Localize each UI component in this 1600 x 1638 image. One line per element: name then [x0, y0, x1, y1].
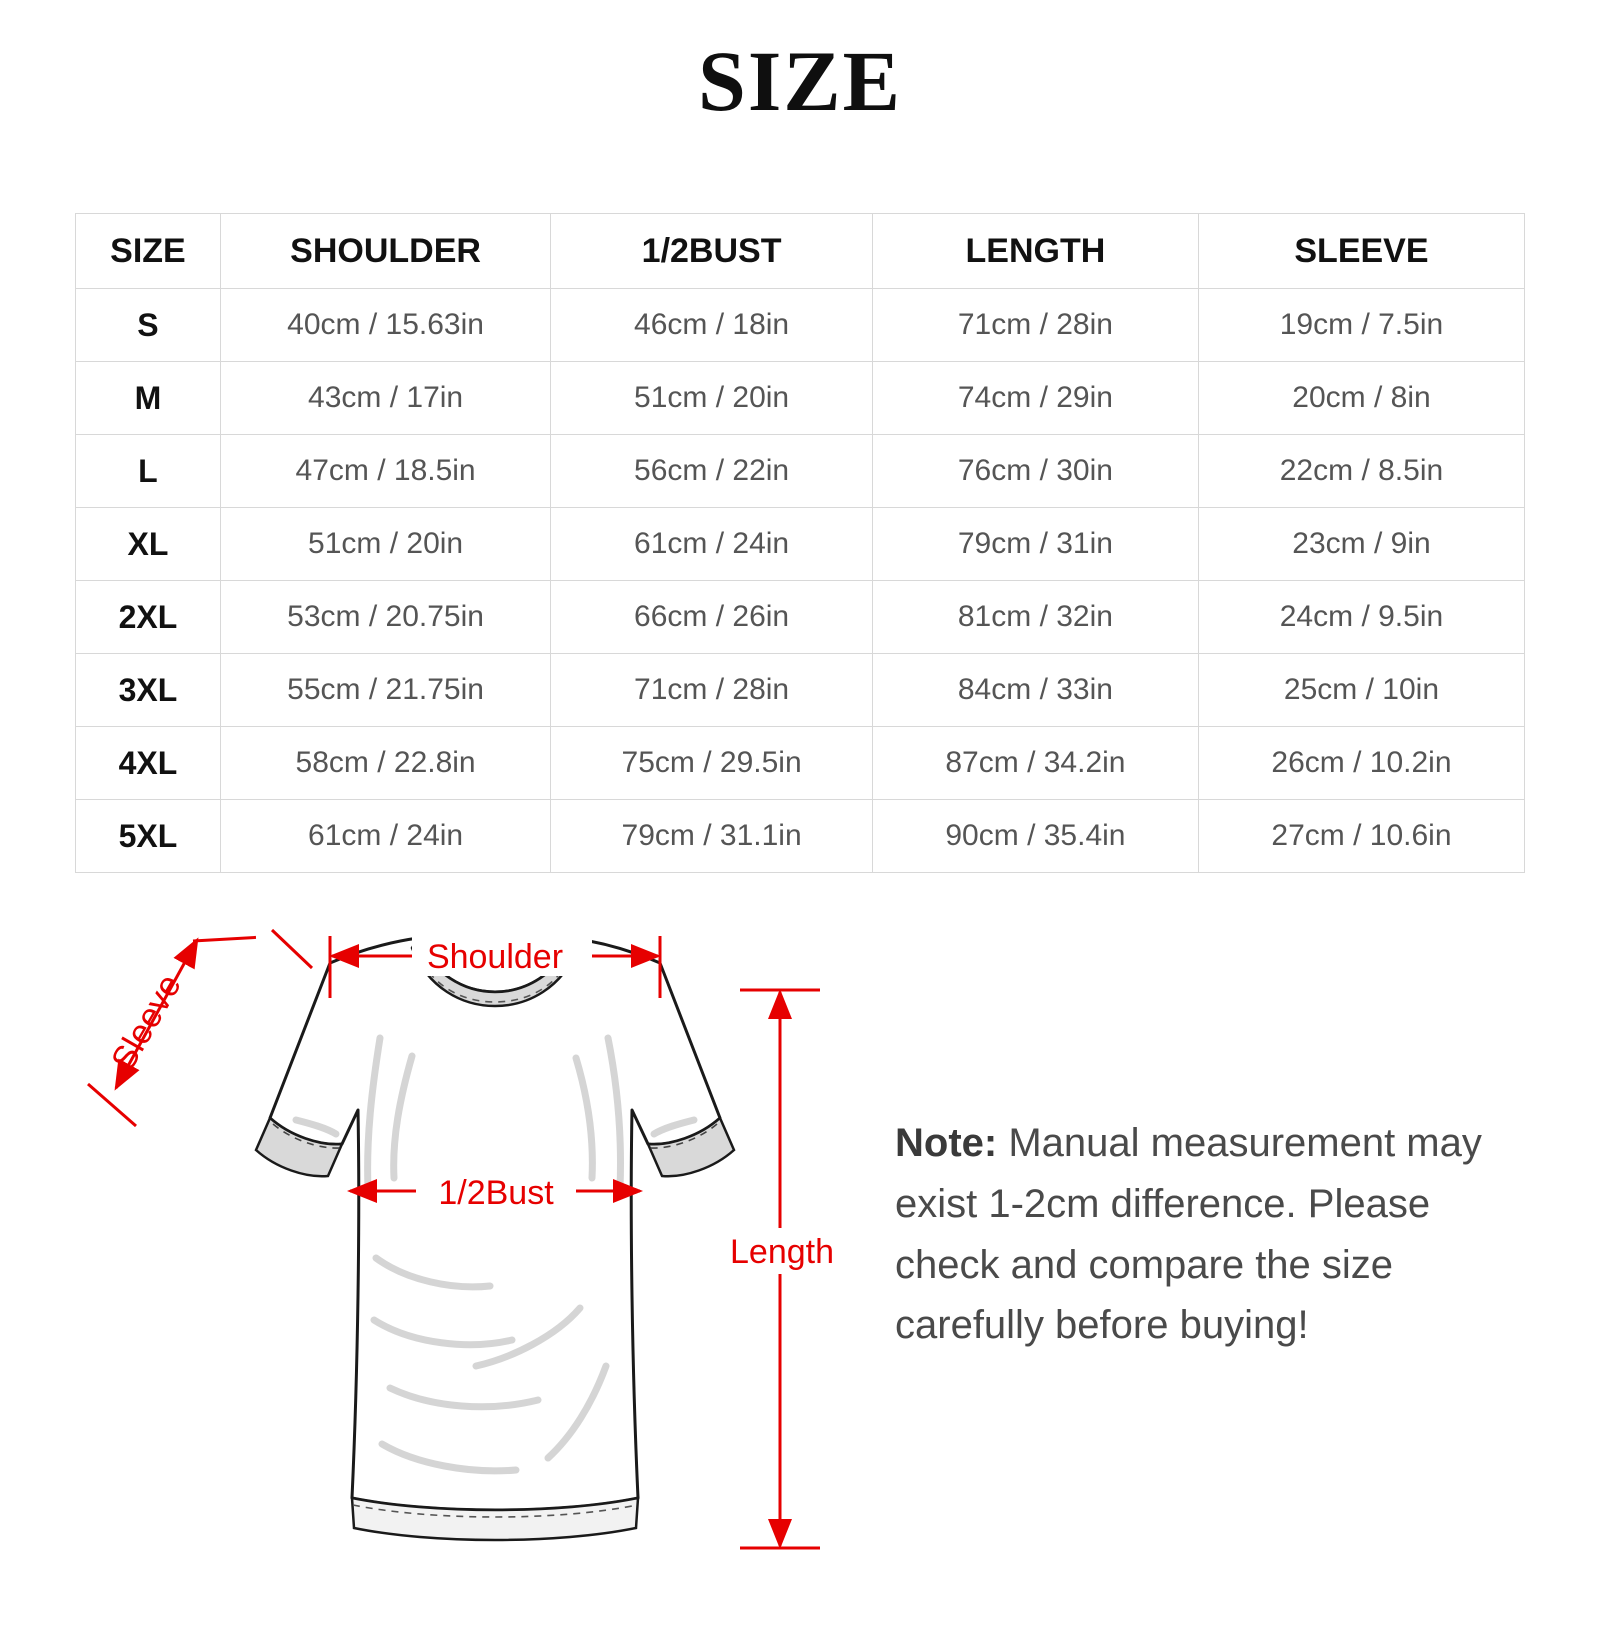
- note-block: [895, 1113, 1545, 1356]
- cell-size: 5XL: [76, 800, 221, 873]
- table-row: [76, 435, 1525, 508]
- cell-shoulder: 51cm / 20in: [220, 508, 550, 581]
- cell-bust: 46cm / 18in: [551, 289, 873, 362]
- cell-sleeve: 24cm / 9.5in: [1198, 581, 1524, 654]
- cell-shoulder: 55cm / 21.75in: [220, 654, 550, 727]
- label-sleeve: Sleeve: [104, 967, 189, 1078]
- cell-sleeve: 26cm / 10.2in: [1198, 727, 1524, 800]
- cell-bust: 66cm / 26in: [551, 581, 873, 654]
- cell-sleeve: 20cm / 8in: [1198, 362, 1524, 435]
- cell-size: S: [76, 289, 221, 362]
- label-shoulder: Shoulder: [426, 938, 564, 976]
- cell-shoulder: 53cm / 20.75in: [220, 581, 550, 654]
- cell-size: L: [76, 435, 221, 508]
- cell-length: 71cm / 28in: [872, 289, 1198, 362]
- cell-bust: 79cm / 31.1in: [551, 800, 873, 873]
- cell-size: 3XL: [76, 654, 221, 727]
- table-row: [76, 800, 1525, 873]
- cell-size: 4XL: [76, 727, 221, 800]
- column-header-length: LENGTH: [872, 214, 1198, 289]
- cell-sleeve: 25cm / 10in: [1198, 654, 1524, 727]
- length-dimension: [720, 990, 844, 1548]
- table-row: [76, 362, 1525, 435]
- measurement-diagram: [60, 888, 880, 1608]
- cell-sleeve: 27cm / 10.6in: [1198, 800, 1524, 873]
- note-text: Manual measurement may exist 1-2cm difference. Please check and compare the size carefully before buying!: [895, 1121, 1482, 1348]
- page-title: SIZE: [697, 33, 903, 129]
- table-row: [76, 654, 1525, 727]
- column-header-size: SIZE: [76, 214, 221, 289]
- cell-size: 2XL: [76, 581, 221, 654]
- cell-sleeve: 19cm / 7.5in: [1198, 289, 1524, 362]
- table-row: [76, 581, 1525, 654]
- table-row: [76, 727, 1525, 800]
- cell-length: 74cm / 29in: [872, 362, 1198, 435]
- label-bust: 1/2Bust: [438, 1174, 554, 1212]
- cell-shoulder: 40cm / 15.63in: [220, 289, 550, 362]
- size-chart-table-wrapper: [75, 213, 1525, 873]
- column-header-sleeve: SLEEVE: [1198, 214, 1524, 289]
- cell-shoulder: 47cm / 18.5in: [220, 435, 550, 508]
- cell-bust: 75cm / 29.5in: [551, 727, 873, 800]
- label-length: Length: [730, 1233, 834, 1271]
- cell-length: 81cm / 32in: [872, 581, 1198, 654]
- size-chart-table: [75, 213, 1525, 873]
- cell-bust: 71cm / 28in: [551, 654, 873, 727]
- column-header-bust: 1/2BUST: [551, 214, 873, 289]
- note-prefix: Note:: [895, 1121, 998, 1165]
- cell-length: 87cm / 34.2in: [872, 727, 1198, 800]
- cell-shoulder: 58cm / 22.8in: [220, 727, 550, 800]
- table-row: [76, 508, 1525, 581]
- table-row: [76, 289, 1525, 362]
- cell-bust: 56cm / 22in: [551, 435, 873, 508]
- cell-length: 90cm / 35.4in: [872, 800, 1198, 873]
- cell-size: M: [76, 362, 221, 435]
- cell-length: 76cm / 30in: [872, 435, 1198, 508]
- cell-sleeve: 22cm / 8.5in: [1198, 435, 1524, 508]
- cell-shoulder: 61cm / 24in: [220, 800, 550, 873]
- cell-shoulder: 43cm / 17in: [220, 362, 550, 435]
- cell-size: XL: [76, 508, 221, 581]
- cell-bust: 51cm / 20in: [551, 362, 873, 435]
- table-header-row: [76, 214, 1525, 289]
- cell-length: 79cm / 31in: [872, 508, 1198, 581]
- column-header-shoulder: SHOULDER: [220, 214, 550, 289]
- cell-length: 84cm / 33in: [872, 654, 1198, 727]
- tshirt-illustration: [256, 938, 734, 1540]
- cell-sleeve: 23cm / 9in: [1198, 508, 1524, 581]
- cell-bust: 61cm / 24in: [551, 508, 873, 581]
